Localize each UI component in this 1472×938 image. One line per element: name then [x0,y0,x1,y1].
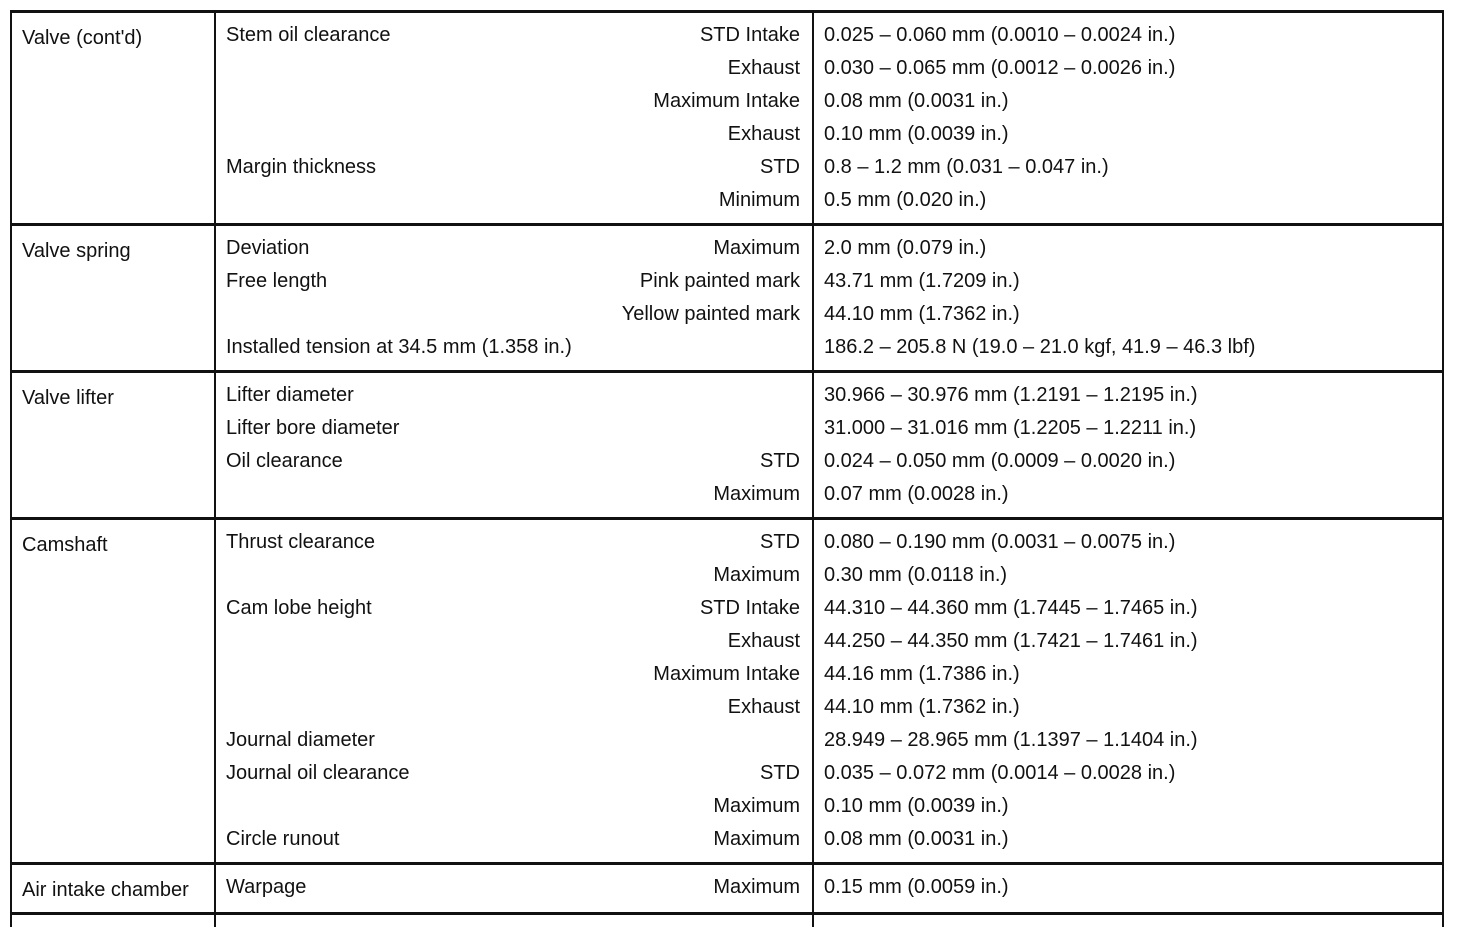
spec-value: 44.10 mm (1.7362 in.) [824,303,1020,325]
table-continuation-row [11,914,1443,928]
spec-value-cell [813,519,1443,864]
spec-item-line [226,52,800,85]
spec-item-label: Margin thickness [226,156,377,178]
spec-item-label: Stem oil clearance [226,24,391,46]
spec-item-line [226,379,800,412]
spec-group-name: Valve lifter [11,372,215,519]
spec-value: 30.966 – 30.976 mm (1.2191 – 1.2195 in.) [824,384,1198,406]
spec-item-line [226,625,800,658]
spec-value: 31.000 – 31.016 mm (1.2205 – 1.2211 in.) [824,417,1197,439]
spec-value: 0.025 – 0.060 mm (0.0010 – 0.0024 in.) [824,24,1176,46]
spec-item-label: Journal diameter [226,729,375,751]
spec-item-line [226,478,800,511]
spec-item-condition: Exhaust [727,696,800,718]
spec-item-cell [215,12,813,225]
spec-group-name: Camshaft [11,519,215,864]
spec-section [11,519,1443,864]
spec-item-line [226,85,800,118]
spec-item-condition: Maximum [713,876,800,898]
empty-cell [11,914,215,928]
spec-item-line [226,184,800,217]
spec-item-cell [215,372,813,519]
spec-table-body [11,12,1443,928]
spec-group-name: Valve (cont'd) [11,12,215,225]
spec-item-condition: Maximum [713,828,800,850]
spec-item-label: Installed tension at 34.5 mm (1.358 in.) [226,336,572,358]
spec-item-condition: Exhaust [727,630,800,652]
spec-value-cell [813,372,1443,519]
spec-value: 0.07 mm (0.0028 in.) [824,483,1009,505]
spec-item-label: Warpage [226,876,307,898]
spec-value: 2.0 mm (0.079 in.) [824,237,987,259]
spec-item-line [226,412,800,445]
spec-group-name: Valve spring [11,225,215,372]
empty-cell [813,914,1443,928]
spec-item-line [226,790,800,823]
spec-item-line [226,445,800,478]
spec-item-line [226,232,800,265]
spec-item-line [226,592,800,625]
spec-item-cell [215,225,813,372]
spec-section [11,864,1443,914]
spec-value: 28.949 – 28.965 mm (1.1397 – 1.1404 in.) [824,729,1198,751]
spec-value: 0.5 mm (0.020 in.) [824,189,987,211]
spec-item-condition: Maximum Intake [653,663,800,685]
empty-cell [215,914,813,928]
spec-item-condition: STD [760,762,800,784]
spec-value: 0.030 – 0.065 mm (0.0012 – 0.0026 in.) [824,57,1176,79]
spec-item-line [226,151,800,184]
spec-item-line [226,526,800,559]
spec-value: 0.10 mm (0.0039 in.) [824,795,1009,817]
spec-item-label: Cam lobe height [226,597,372,619]
spec-item-condition: STD [760,450,800,472]
spec-item-condition: STD [760,156,800,178]
spec-value: 0.080 – 0.190 mm (0.0031 – 0.0075 in.) [824,531,1176,553]
spec-item-line [226,823,800,856]
spec-item-line [226,871,800,904]
spec-value-cell [813,225,1443,372]
spec-item-line [226,559,800,592]
spec-section [11,225,1443,372]
spec-item-condition: STD Intake [699,597,800,619]
spec-section [11,372,1443,519]
spec-item-line [226,265,800,298]
spec-item-condition: STD Intake [699,24,800,46]
spec-item-condition: Maximum [713,564,800,586]
spec-value: 43.71 mm (1.7209 in.) [824,270,1020,292]
spec-item-line [226,331,800,364]
spec-value-cell [813,864,1443,914]
spec-item-label: Free length [226,270,328,292]
spec-item-line [226,118,800,151]
spec-value: 0.035 – 0.072 mm (0.0014 – 0.0028 in.) [824,762,1176,784]
spec-value: 44.10 mm (1.7362 in.) [824,696,1020,718]
spec-value: 44.16 mm (1.7386 in.) [824,663,1020,685]
spec-item-label: Lifter bore diameter [226,417,400,439]
spec-value: 0.08 mm (0.0031 in.) [824,90,1009,112]
spec-item-condition: Exhaust [727,123,800,145]
spec-item-label: Thrust clearance [226,531,375,553]
spec-item-condition: Pink painted mark [639,270,800,292]
spec-item-condition: Maximum [713,483,800,505]
spec-item-label: Circle runout [226,828,340,850]
spec-item-line [226,19,800,52]
spec-value-cell [813,12,1443,225]
spec-item-line [226,691,800,724]
spec-item-line [226,724,800,757]
spec-value: 186.2 – 205.8 N (19.0 – 21.0 kgf, 41.9 – 46.3 lbf) [824,336,1256,358]
spec-value: 0.8 – 1.2 mm (0.031 – 0.047 in.) [824,156,1109,178]
spec-item-condition: Minimum [718,189,800,211]
spec-item-cell [215,864,813,914]
spec-item-condition: Maximum [713,237,800,259]
spec-group-name: Air intake chamber [11,864,215,914]
spec-value: 0.08 mm (0.0031 in.) [824,828,1009,850]
spec-table [10,10,1444,927]
spec-item-condition: Maximum [713,795,800,817]
spec-value: 44.250 – 44.350 mm (1.7421 – 1.7461 in.) [824,630,1198,652]
spec-item-label: Deviation [226,237,310,259]
spec-item-label: Journal oil clearance [226,762,410,784]
spec-value: 0.30 mm (0.0118 in.) [824,564,1008,586]
spec-item-line [226,757,800,790]
spec-item-line [226,298,800,331]
spec-item-condition: STD [760,531,800,553]
spec-item-condition: Yellow painted mark [621,303,800,325]
spec-item-line [226,658,800,691]
spec-item-condition: Exhaust [727,57,800,79]
spec-value: 0.10 mm (0.0039 in.) [824,123,1009,145]
spec-section [11,12,1443,225]
spec-value: 44.310 – 44.360 mm (1.7445 – 1.7465 in.) [824,597,1198,619]
spec-item-label: Oil clearance [226,450,343,472]
spec-item-cell [215,519,813,864]
spec-value: 0.15 mm (0.0059 in.) [824,876,1009,898]
spec-item-label: Lifter diameter [226,384,354,406]
spec-item-condition: Maximum Intake [653,90,800,112]
spec-value: 0.024 – 0.050 mm (0.0009 – 0.0020 in.) [824,450,1176,472]
